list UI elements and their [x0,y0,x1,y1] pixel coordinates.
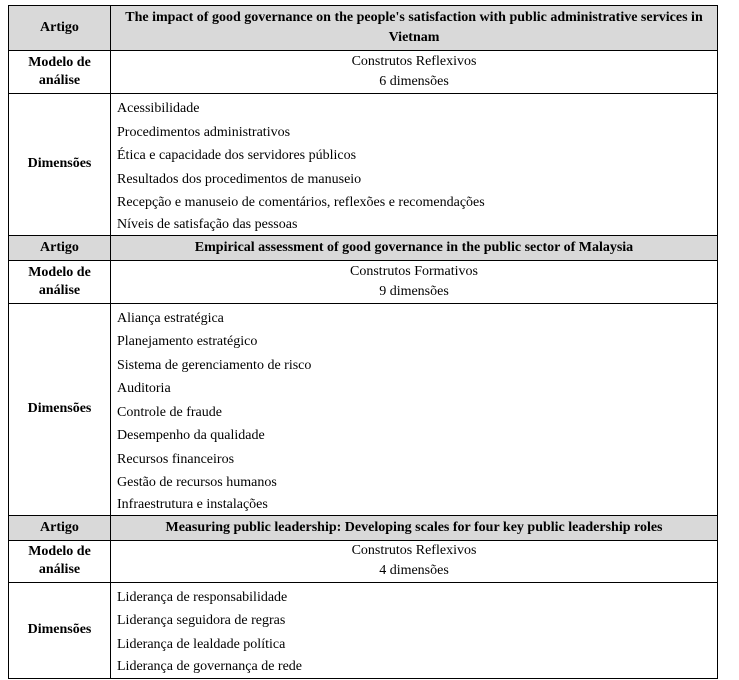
modelo-label: Modelo de análise [9,260,111,303]
dimension-count: 9 dimensões [379,283,449,299]
dimension-item: Aliança estratégica [117,310,224,326]
model-row [9,260,718,303]
dimensions-list [111,303,718,515]
dimension-item: Ética e capacidade dos servidores públicos [117,148,357,163]
dimensions-list [111,94,718,236]
comparison-table [8,5,718,679]
article-header-row [9,515,718,540]
dimension-item: Liderança de lealdade política [117,636,286,652]
article-title: The impact of good governance on the people's satisfaction with public administrative services in Vietnam [111,6,718,51]
dimension-item: Recursos financeiros [117,451,235,467]
dimension-item: Resultados dos procedimentos de manuseio [117,171,362,187]
dimension-item: Acessibilidade [117,101,200,116]
model-row [9,540,718,582]
modelo-label: Modelo de análise [9,540,111,582]
article-title: Empirical assessment of good governance in the public sector of Malaysia [111,235,718,260]
dimension-item: Gestão de recursos humanos [117,475,277,490]
construct-type: Construtos Formativos [350,263,478,279]
dimensions-row [9,94,718,236]
dimension-item: Infraestrutura e instalações [117,496,268,512]
model-cell [111,260,718,303]
dimension-count: 4 dimensões [379,563,449,578]
dimensoes-label: Dimensões [9,582,111,679]
dimension-item: Desempenho da qualidade [117,428,265,443]
dimension-item: Sistema de gerenciamento de risco [117,357,312,373]
model-cell [111,540,718,582]
artigo-label: Artigo [9,6,111,51]
dimension-item: Controle de fraude [117,404,222,420]
artigo-label: Artigo [9,515,111,540]
modelo-label: Modelo de análise [9,51,111,94]
model-cell [111,51,718,94]
dimension-item: Liderança de responsabilidade [117,589,288,605]
dimension-item: Procedimentos administrativos [117,124,291,140]
dimensions-row [9,582,718,679]
article-title: Measuring public leadership: Developing scales for four key public leadership roles [111,515,718,540]
construct-type: Construtos Reflexivos [351,543,477,558]
dimension-item: Liderança seguidora de regras [117,613,286,628]
dimensions-list [111,582,718,679]
model-row [9,51,718,94]
dimensions-row [9,303,718,515]
article-header-row [9,235,718,260]
construct-type: Construtos Reflexivos [351,54,477,69]
dimensoes-label: Dimensões [9,94,111,236]
dimension-count: 6 dimensões [379,74,449,89]
dimension-item: Níveis de satisfação das pessoas [117,216,298,232]
dimension-item: Recepção e manuseio de comentários, reflexões e recomendações [117,195,485,210]
dimension-item: Auditoria [117,381,171,396]
dimension-item: Liderança de governança de rede [117,659,302,674]
article-header-row [9,6,718,51]
dimension-item: Planejamento estratégico [117,334,258,349]
artigo-label: Artigo [9,235,111,260]
dimensoes-label: Dimensões [9,303,111,515]
